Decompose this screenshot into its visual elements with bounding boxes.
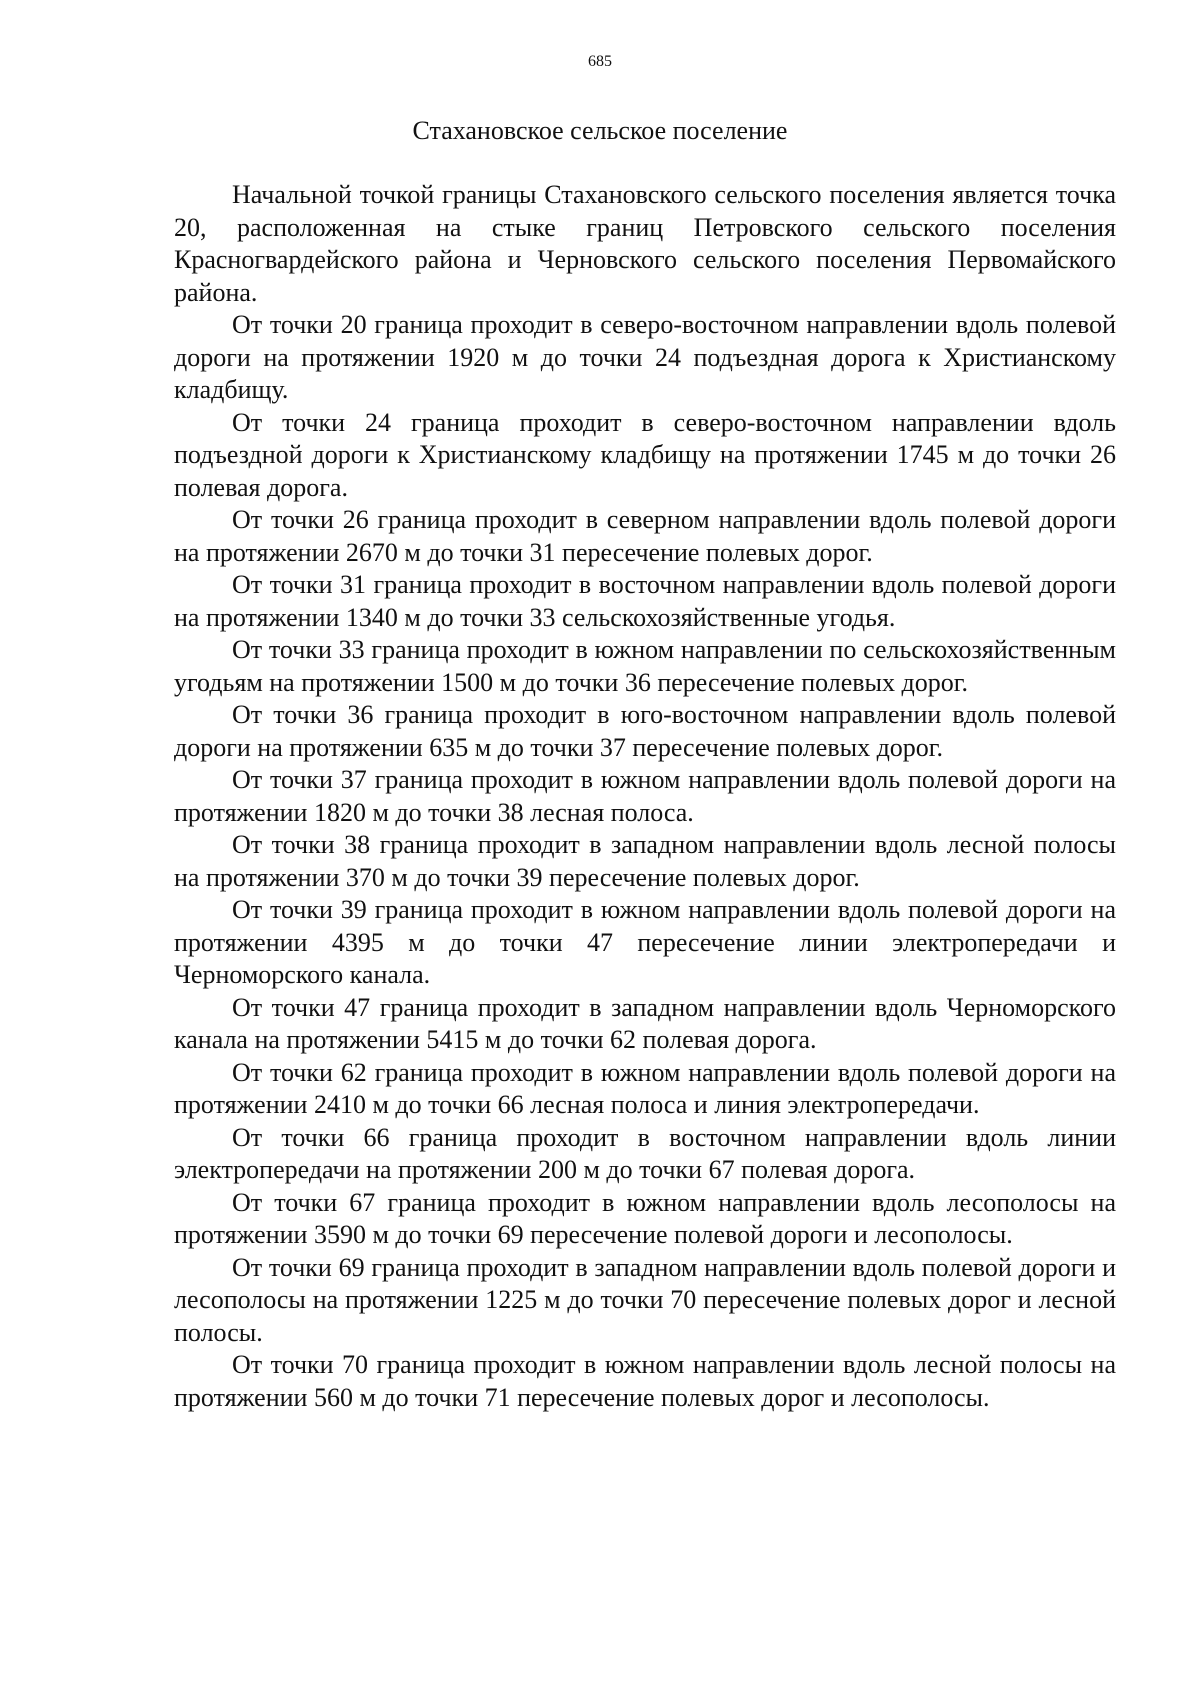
paragraph: От точки 26 граница проходит в северном направлении вдоль полевой дороги на протяжении 2670 м до точки 31 пересечение полевых дорог.: [174, 505, 1116, 567]
paragraph: От точки 36 граница проходит в юго-восточном направлении вдоль полевой дороги на протяжении 635 м до точки 37 пересечение полевых дорог.: [174, 700, 1116, 762]
paragraph: От точки 62 граница проходит в южном направлении вдоль полевой дороги на протяжении 2410 м до точки 66 лесная полоса и линия электропередачи.: [174, 1057, 1116, 1119]
paragraph: От точки 20 граница проходит в северо-восточном направлении вдоль полевой дороги на протяжении 1920 м до точки 24 подъездная дорога к Христианскому кладбищу.: [174, 310, 1116, 404]
document-body: [174, 179, 1116, 1414]
paragraph: От точки 39 граница проходит в южном направлении вдоль полевой дороги на протяжении 4395 м до точки 47 пересечение линии электропередачи и Черноморского канала.: [174, 895, 1116, 989]
paragraph: Начальной точкой границы Стахановского сельского поселения является точка 20, расположенная на стыке границ Петровского сельского поселения Красногвардейского района и Черновского сельского поселения Первомайского района.: [174, 180, 1116, 307]
paragraph: От точки 67 граница проходит в южном направлении вдоль лесополосы на протяжении 3590 м до точки 69 пересечение полевой дороги и лесополосы.: [174, 1187, 1116, 1249]
paragraph: От точки 70 граница проходит в южном направлении вдоль лесной полосы на протяжении 560 м до точки 71 пересечение полевых дорог и лесополосы.: [174, 1350, 1116, 1412]
paragraph: От точки 24 граница проходит в северо-восточном направлении вдоль подъездной дороги к Христианскому кладбищу на протяжении 1745 м до точки 26 полевая дорога.: [174, 407, 1116, 502]
paragraph: От точки 66 граница проходит в восточном направлении вдоль линии электропередачи на протяжении 200 м до точки 67 полевая дорога.: [174, 1122, 1116, 1184]
section-title: Стахановское сельское поселение: [412, 116, 788, 145]
page-number: 685: [588, 53, 612, 70]
paragraph: От точки 33 граница проходит в южном направлении по сельскохозяйственным угодьям на протяжении 1500 м до точки 36 пересечение полевых дорог.: [174, 635, 1116, 697]
paragraph: От точки 47 граница проходит в западном направлении вдоль Черноморского канала на протяжении 5415 м до точки 62 полевая дорога.: [174, 992, 1116, 1054]
paragraph: От точки 38 граница проходит в западном направлении вдоль лесной полосы на протяжении 370 м до точки 39 пересечение полевых дорог.: [174, 830, 1116, 892]
paragraph: От точки 69 граница проходит в западном направлении вдоль полевой дороги и лесополосы на протяжении 1225 м до точки 70 пересечение полевых дорог и лесной полосы.: [174, 1252, 1116, 1347]
paragraph: От точки 31 граница проходит в восточном направлении вдоль полевой дороги на протяжении 1340 м до точки 33 сельскохозяйственные угодья.: [174, 570, 1116, 632]
paragraph: От точки 37 граница проходит в южном направлении вдоль полевой дороги на протяжении 1820 м до точки 38 лесная полоса.: [174, 765, 1116, 827]
